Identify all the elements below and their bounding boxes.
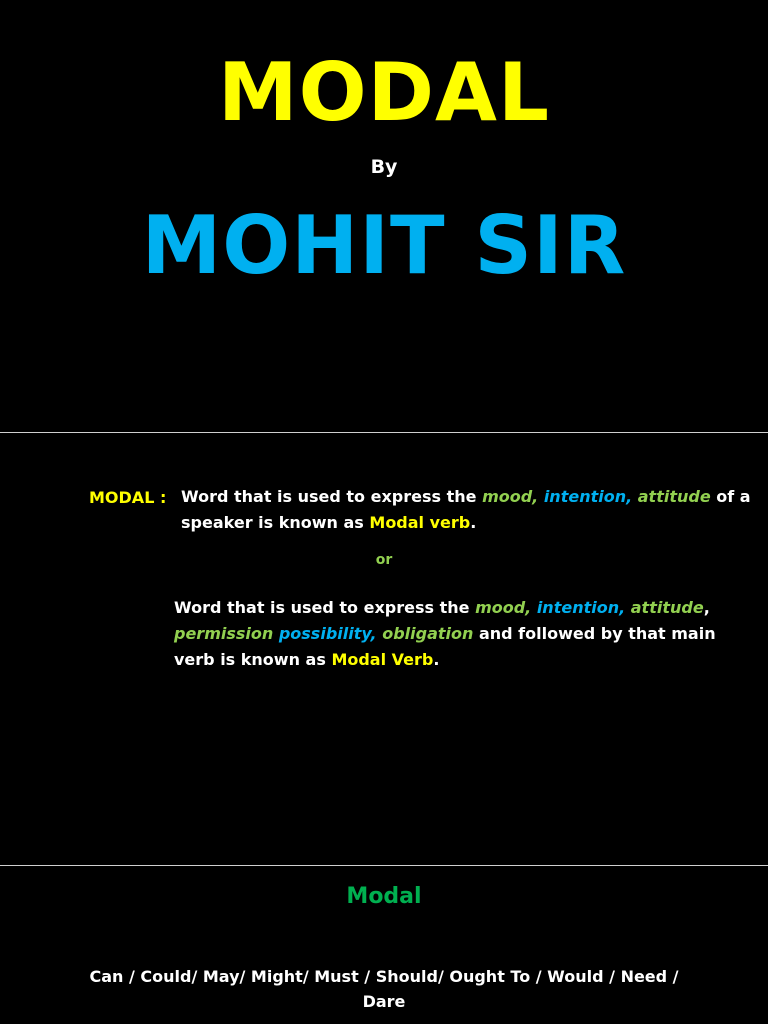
def2-text-end: . — [433, 650, 440, 669]
def2-permission: permission — [174, 624, 274, 643]
def2-possibility: possibility, — [273, 624, 377, 643]
def2-modal-verb: Modal Verb — [331, 650, 434, 669]
def2-text-start: Word that is used to express the — [174, 598, 476, 617]
def1-text-middle: of a speaker is known as — [181, 487, 751, 532]
def1-modal-verb: Modal verb — [369, 513, 471, 532]
def1-text-end: . — [470, 513, 477, 532]
definition-label: MODAL : — [89, 488, 167, 507]
def2-obligation: obligation — [376, 624, 474, 643]
slide-title: MODAL — [218, 46, 550, 139]
modal-verb-list: Can / Could/ May/ Might/ Must / Should/ Ought To / Would / Need / Dare — [89, 967, 679, 1011]
by-label: By — [370, 156, 398, 178]
def1-text-start: Word that is used to express the — [181, 487, 483, 506]
author-name: MOHIT SIR — [141, 199, 627, 292]
def2-text-middle: and followed by that main verb is known as — [174, 624, 716, 669]
modal-list-slide — [0, 866, 768, 1024]
definition-slide — [0, 433, 768, 865]
or-separator: or — [375, 552, 393, 568]
def2-comma: , — [703, 598, 710, 617]
modal-heading: Modal — [346, 884, 422, 909]
def2-mood: mood, — [475, 598, 532, 617]
definition-text-1 — [181, 484, 751, 536]
title-slide — [0, 0, 768, 432]
def1-mood: mood, — [482, 487, 539, 506]
def1-attitude: attitude — [632, 487, 711, 506]
def2-intention: intention, — [531, 598, 626, 617]
def2-attitude: attitude — [625, 598, 704, 617]
def1-intention: intention, — [538, 487, 633, 506]
definition-text-2 — [174, 595, 734, 673]
